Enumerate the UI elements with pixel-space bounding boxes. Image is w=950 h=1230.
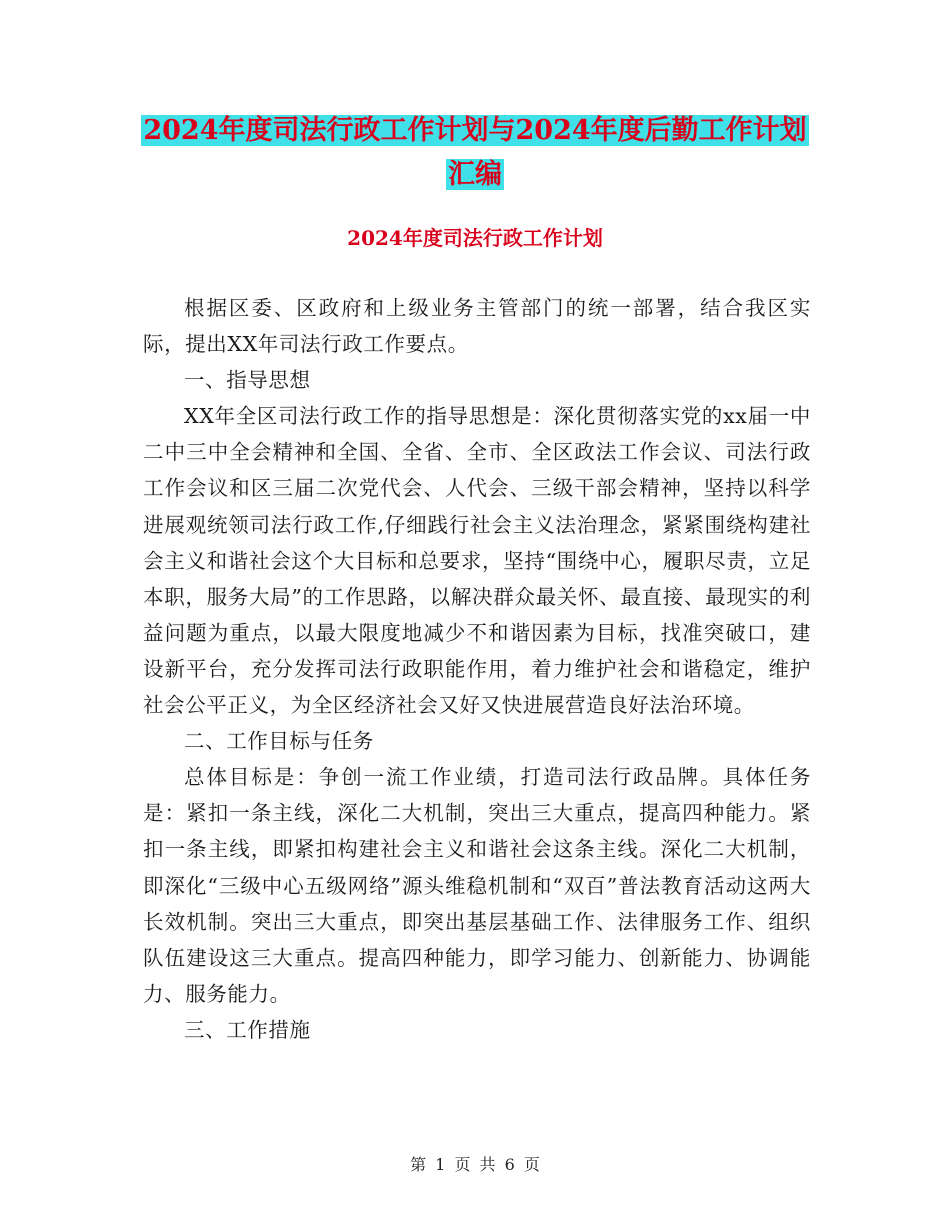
section-title: 2024年度司法行政工作计划	[347, 226, 603, 250]
title-highlight: 汇编	[448, 159, 502, 190]
document-body	[143, 290, 811, 1048]
document-title-line-2	[0, 150, 950, 200]
document-title-line-1	[0, 106, 950, 156]
heading-goals-tasks: 二、工作目标与任务	[184, 729, 374, 754]
heading-work-measures: 三、工作措施	[184, 1017, 311, 1042]
paragraph-guiding-ideology: XX年全区司法行政工作的指导思想是：深化贯彻落实党的xx届一中二中三中全会精神和全国、全省、全市、全区政法工作会议、司法行政工作会议和区三届二次党代会、人代会、三级干部会精神，坚持以科学进展观统领司法行政工作,仔细践行社会主义法治理念，紧紧围绕构建社会主义和谐社会这个大目标和总要求，坚持“围绕中心，履职尽责，立足本职，服务大局”的工作思路，以解决群众最关怀、最直接、最现实的利益问题为重点，以最大限度地减少不和谐因素为目标，找准突破口，建设新平台，充分发挥司法行政职能作用，着力维护社会和谐稳定，维护社会公平正义，为全区经济社会又好又快进展营造良好法治环境。	[143, 404, 811, 718]
heading-guiding-ideology: 一、指导思想	[184, 368, 311, 393]
title-highlight: 2024年度司法行政工作计划与2024年度后勤工作计划	[143, 115, 807, 146]
paragraph-intro: 根据区委、区政府和上级业务主管部门的统一部署，结合我区实际，提出XX年司法行政工作要点。	[143, 296, 811, 357]
page-footer: 第 1 页 共 6 页	[410, 1155, 540, 1174]
paragraph-goals-tasks: 总体目标是：争创一流工作业绩，打造司法行政品牌。具体任务是：紧扣一条主线，深化二大机制，突出三大重点，提高四种能力。紧扣一条主线，即紧扣构建社会主义和谐社会这条主线。深化二大机制，即深化“三级中心五级网络”源头维稳机制和“双百”普法教育活动这两大长效机制。突出三大重点，即突出基层基础工作、法律服务工作、组织队伍建设这三大重点。提高四种能力，即学习能力、创新能力、协调能力、服务能力。	[143, 765, 811, 1006]
